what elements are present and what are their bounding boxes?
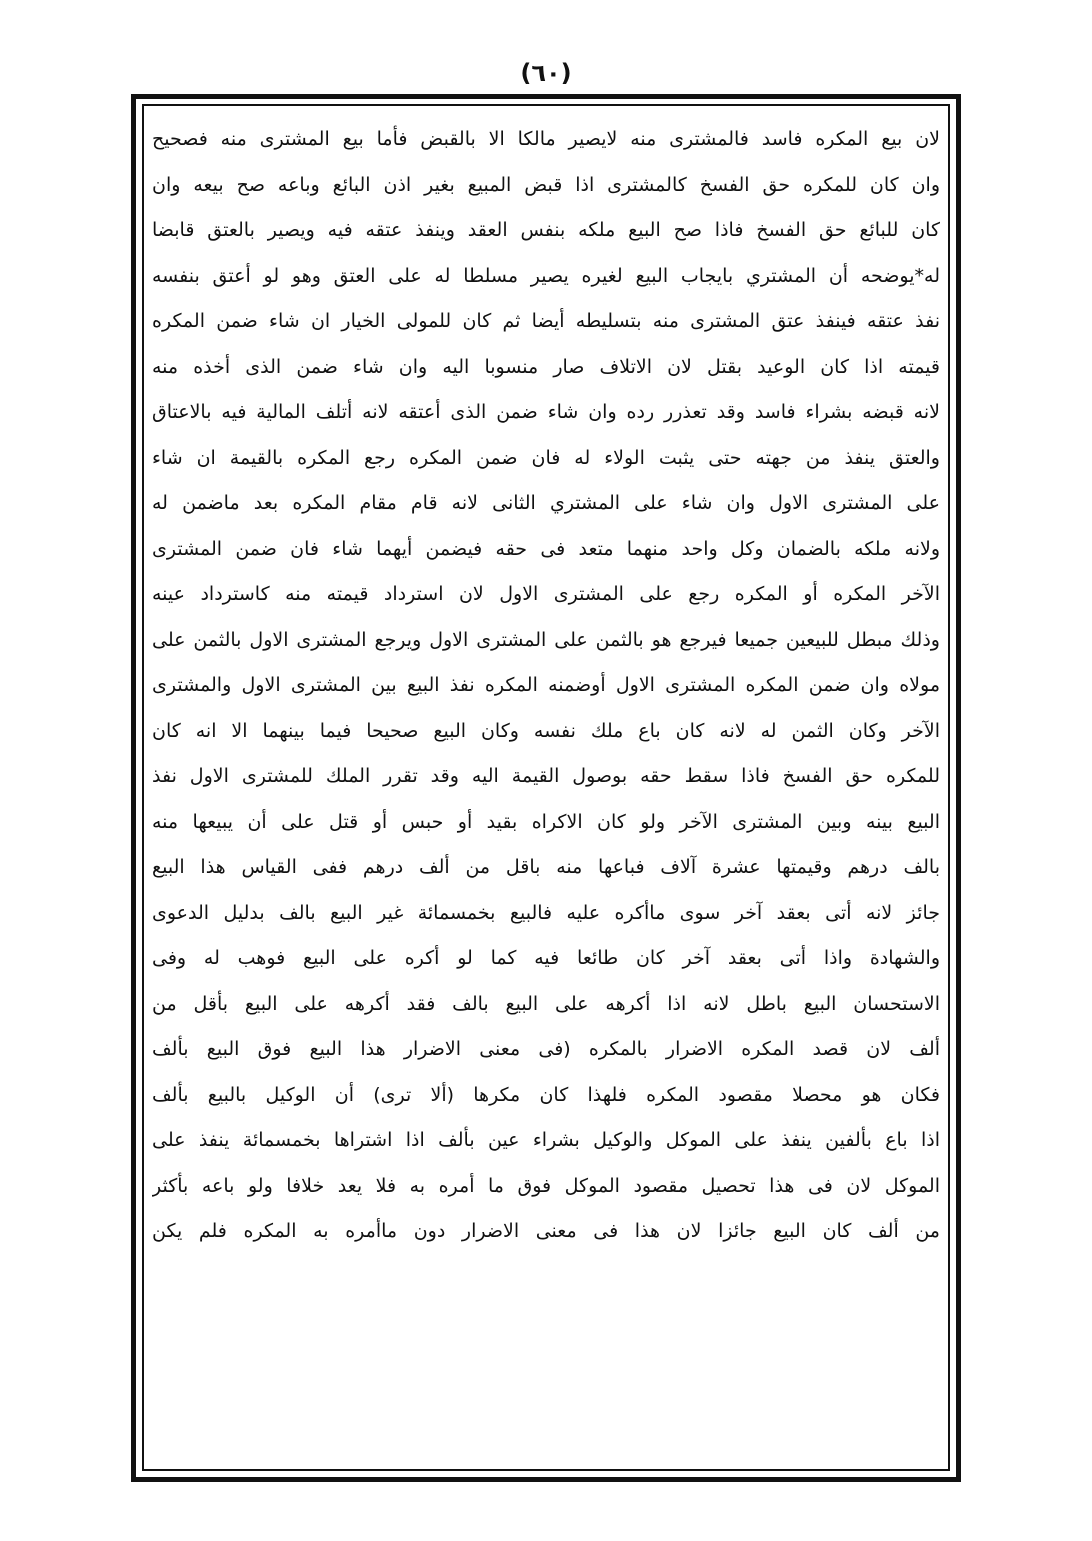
text-line: والعتق ينفذ من جهته حتى يثبت الولاء له فان ضمن المكره رجع المكره بالقيمة ان شاء [152,446,940,469]
text-line: له*يوضحه أن المشتري بايجاب البيع لغيره يصير مسلطا له على العتق وهو لو أعتق بنفسه [152,264,940,287]
page-number: (٦٠) [520,59,572,87]
text-line: كان للبائع حق الفسخ فاذا صح البيع ملكه بنفس العقد وينفذ عتقه فيه ويصير بالعتق قابضا [152,219,940,241]
text-line: الآخر المكره أو المكره رجع على المشترى الاول لان استرداد قيمته منه كاسترداد عينه [152,583,940,605]
text-line: من ألف كان البيع جائزا لان هذا فى معنى الاضرار دون ماأمره به المكره فلم يكن [152,1220,940,1242]
text-line: للمكره حق الفسخ فاذا سقط حقه بوصول القيمة اليه وقد تقرر الملك للمشترى الاول نفذ [152,765,940,787]
text-line: البيع بينه وبين المشترى الآخر ولو كان الاكراه بقيد أو حبس أو قتل على أن يبيعها منه [152,810,940,833]
text-line: لان بيع المكره فاسد فالمشترى منه لايصير مالكا الا بالقبض فأما بيع المشترى منه فصحيح [152,128,940,150]
text-line: الآخر وكان الثمن له لانه كان باع ملك نفسه وكان البيع صحيحا فيما بينهما الا انه كان [152,719,940,742]
text-line: اذا باع بألفين ينفذ على الموكل والوكيل بشراء عين بألف اذا اشتراها بخمسمائة ينفذ على [152,1129,940,1151]
text-line: بالف درهم وقيمتها عشرة آلاف فباعها منه باقل من ألف درهم ففى القياس هذا البيع [152,856,940,878]
text-line: نفذ عتقه فينفذ عتق المشترى منه بتسليطه أيضا ثم كان للمولى الخيار ان شاء ضمن المكره [152,310,940,332]
text-line: ألف لان قصد المكره الاضرار بالمكره (فى معنى الاضرار هذا البيع فوق البيع بألف [152,1038,940,1060]
text-body [152,117,940,1255]
text-line: قيمته اذا كان الوعيد بقتل لان الاتلاف صار منسوبا اليه وان شاء ضمن الذى أخذه منه [152,355,940,378]
text-line: جائز لانه أتى بعقد آخر سوى ماأكره عليه فالبيع بخمسمائة غير البيع بالف بدليل الدعوى [152,901,940,924]
text-line: وان كان للمكره حق الفسخ كالمشترى اذا قبض المبيع بغير اذن البائع وباعه صح بيعه وان [152,173,940,196]
text-line: على المشترى الاول وان شاء على المشتري الثانى لانه قام مقام المكره بعد ماضمن له [152,492,940,514]
text-line: ولانه ملكه بالضمان وكل واحد منهما متعد فى حقه فيضمن أيهما شاء فان ضمن المشترى [152,537,940,560]
text-line: الاستحسان البيع باطل لانه اذا أكرهه على البيع بالف فقد أكرهه على البيع بأقل من [152,992,940,1015]
text-line: وذلك مبطل للبيعين جميعا فيرجع هو بالثمن على المشترى الاول ويرجع المشترى الاول بالثمن على [152,628,940,651]
text-line: مولاه وان ضمن المكره المشترى الاول أوضمنه المكره نفذ البيع بين المشترى الاول والمشترى [152,674,940,696]
text-line: فكان هو محصلا مقصود المكره فلهذا كان مكرها (ألا ترى) أن الوكيل بالبيع بألف [152,1083,940,1106]
text-line: الموكل لان فى هذا تحصيل مقصود الموكل فوق ما أمره به فلا يعد خلافا ولو باعه بأكثر [152,1174,940,1197]
text-line: والشهادة واذا أتى بعقد آخر كان طائعا فيه كما لو أكره على البيع فوهب له وفى [152,947,940,969]
text-line: لانه قبضه بشراء فاسد وقد تعذرر رده وان شاء ضمن الذى أعتقه لانه أتلف المالية فيه بالاعتاق [152,401,940,423]
